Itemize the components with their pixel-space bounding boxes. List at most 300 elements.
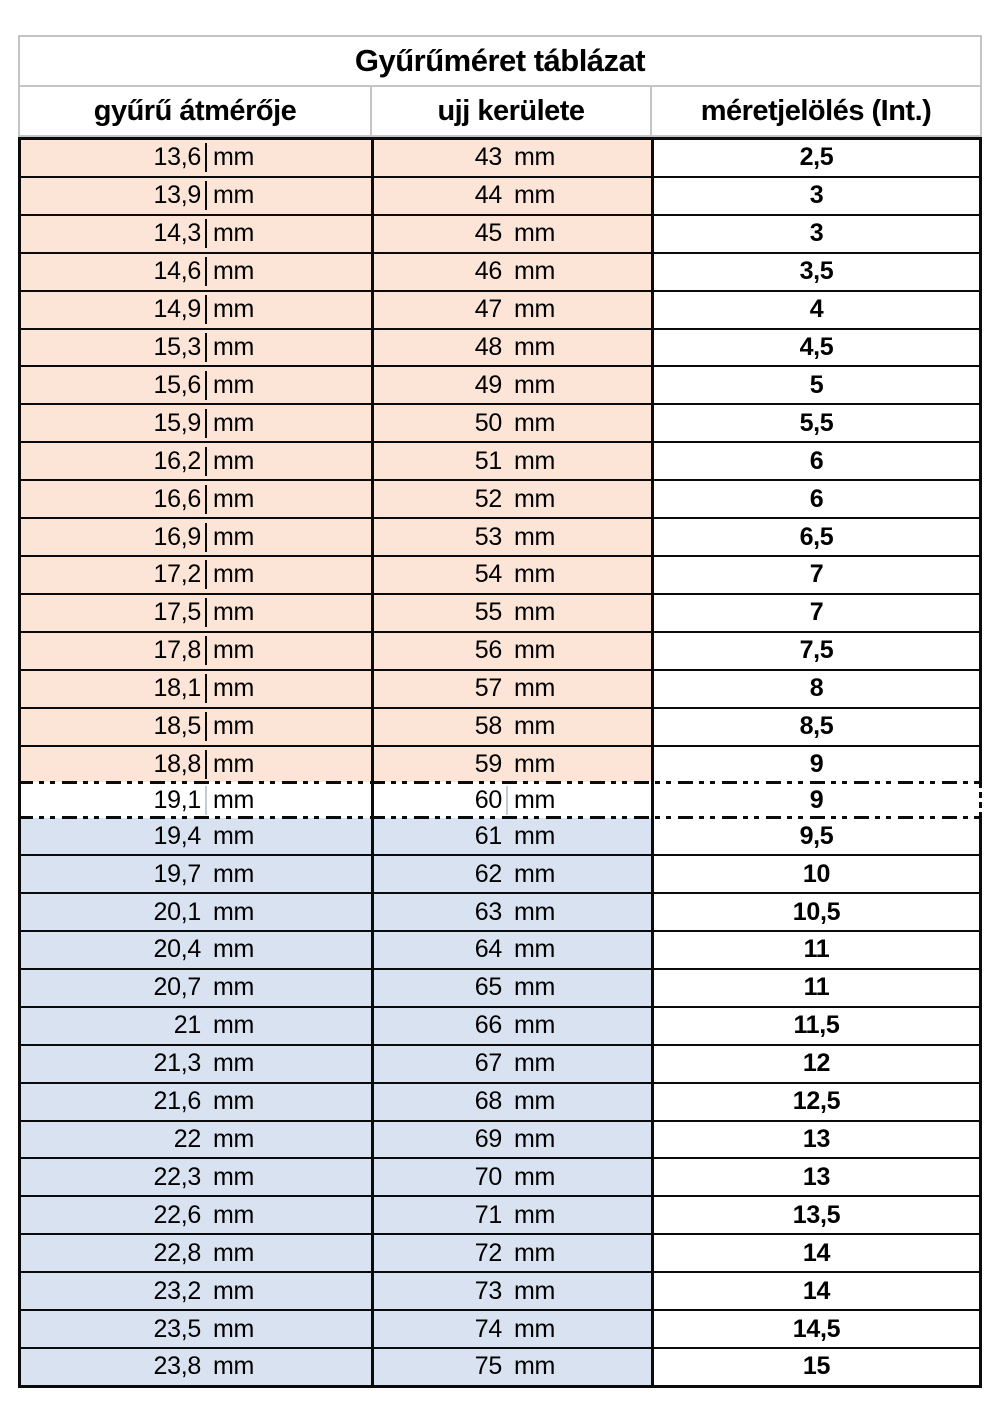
diameter-value: 18,8 (21, 750, 207, 779)
circumference-unit: mm (514, 332, 556, 361)
table-row (18, 403, 982, 441)
circumference-cell (374, 1008, 654, 1044)
circumference-unit: mm (514, 598, 556, 627)
circumference-cell (374, 1349, 654, 1385)
diameter-cell (21, 443, 374, 479)
circumference-cell (374, 709, 654, 745)
diameter-unit: mm (213, 1276, 255, 1305)
circumference-cell (374, 1235, 654, 1271)
size-cell (654, 178, 979, 214)
size-value: 9 (809, 785, 824, 814)
size-value: 15 (802, 1352, 831, 1381)
header-size-marking: méretjelölés (Int.) (700, 94, 932, 127)
table-head (18, 35, 982, 137)
circumference-cell (374, 216, 654, 252)
diameter-unit: mm (213, 560, 255, 589)
circumference-value: 73 (474, 1276, 502, 1305)
diameter-unit: mm (213, 636, 255, 665)
circumference-value: 75 (474, 1352, 502, 1381)
table-row (18, 365, 982, 403)
circumference-unit: mm (514, 219, 556, 248)
diameter-value: 19,4 (153, 821, 201, 850)
diameter-value: 22,8 (153, 1238, 201, 1267)
table-row (18, 252, 982, 290)
circumference-unit: mm (514, 408, 556, 437)
circumference-value: 54 (474, 560, 502, 589)
size-value: 11 (803, 935, 830, 964)
circumference-unit: mm (514, 1352, 556, 1381)
size-cell (654, 1159, 979, 1195)
table-row (18, 593, 982, 631)
table-row (18, 631, 982, 669)
size-value: 3 (809, 181, 824, 210)
circumference-cell (374, 405, 654, 441)
circumference-unit: mm (514, 973, 556, 1002)
diameter-cell (21, 178, 374, 214)
diameter-cell (21, 519, 374, 555)
circumference-unit: mm (514, 935, 556, 964)
diameter-unit: mm (213, 219, 255, 248)
diameter-unit: mm (213, 446, 255, 475)
diameter-cell (21, 1122, 374, 1158)
size-cell (654, 932, 979, 968)
circumference-value: 43 (474, 143, 502, 172)
table-row (18, 140, 982, 176)
diameter-cell (21, 1008, 374, 1044)
diameter-value: 17,5 (21, 598, 207, 627)
size-value: 7,5 (799, 636, 834, 665)
diameter-value: 21,3 (153, 1049, 201, 1078)
table-row (18, 669, 982, 707)
circumference-value: 49 (474, 370, 502, 399)
circumference-cell (374, 254, 654, 290)
table-row (18, 892, 982, 930)
diameter-value: 20,1 (153, 897, 201, 926)
dashed-separator-top (18, 781, 982, 784)
diameter-unit: mm (213, 143, 255, 172)
circumference-cell (374, 1311, 654, 1347)
circumference-value: 69 (474, 1125, 502, 1154)
circumference-cell (374, 818, 654, 854)
size-value: 12 (802, 1049, 831, 1078)
circumference-value: 50 (474, 408, 502, 437)
size-value: 13,5 (792, 1200, 841, 1229)
diameter-unit: mm (213, 1162, 255, 1191)
diameter-unit: mm (213, 484, 255, 513)
table-row (18, 1233, 982, 1271)
diameter-value: 14,3 (21, 219, 207, 248)
size-cell (654, 818, 979, 854)
diameter-unit: mm (213, 712, 255, 741)
table-row (18, 1157, 982, 1195)
diameter-cell (21, 595, 374, 631)
diameter-unit: mm (213, 1011, 255, 1040)
diameter-value: 22,6 (153, 1200, 201, 1229)
diameter-cell (21, 1273, 374, 1309)
circumference-value: 48 (474, 332, 502, 361)
size-cell (654, 1235, 979, 1271)
circumference-cell (374, 932, 654, 968)
size-value: 14 (802, 1238, 831, 1267)
diameter-unit: mm (213, 1352, 255, 1381)
diameter-unit: mm (213, 973, 255, 1002)
circumference-unit: mm (514, 446, 556, 475)
circumference-cell (374, 557, 654, 593)
diameter-cell (21, 140, 374, 176)
circumference-cell (374, 443, 654, 479)
header-finger-circumference: ujj kerülete (372, 87, 652, 135)
diameter-unit: mm (213, 370, 255, 399)
size-cell (654, 1084, 979, 1120)
circumference-value: 71 (474, 1200, 502, 1229)
size-value: 12,5 (792, 1087, 841, 1116)
diameter-value: 14,6 (21, 257, 207, 286)
diameter-cell (21, 1235, 374, 1271)
circumference-cell (374, 633, 654, 669)
diameter-unit: mm (213, 332, 255, 361)
size-cell (654, 1311, 979, 1347)
diameter-cell (21, 1197, 374, 1233)
table-row (18, 555, 982, 593)
diameter-value: 13,9 (21, 181, 207, 210)
circumference-value: 72 (474, 1238, 502, 1267)
circumference-cell (374, 1122, 654, 1158)
diameter-value: 17,2 (21, 560, 207, 589)
table-row (18, 517, 982, 555)
diameter-value: 16,9 (21, 523, 207, 552)
diameter-unit: mm (213, 785, 255, 814)
circumference-value: 44 (474, 181, 502, 210)
circumference-value: 68 (474, 1087, 502, 1116)
diameter-value: 22,3 (153, 1162, 201, 1191)
diameter-value: 23,8 (153, 1352, 201, 1381)
size-cell (654, 633, 979, 669)
circumference-unit: mm (514, 897, 556, 926)
size-value: 14 (802, 1276, 831, 1305)
size-cell (654, 1008, 979, 1044)
size-cell (654, 1046, 979, 1082)
diameter-unit: mm (213, 295, 255, 324)
diameter-cell (21, 1084, 374, 1120)
circumference-value: 57 (474, 674, 502, 703)
circumference-unit: mm (514, 1238, 556, 1267)
diameter-unit: mm (213, 859, 255, 888)
size-value: 5,5 (799, 408, 834, 437)
circumference-unit: mm (514, 1125, 556, 1154)
table-row (18, 1006, 982, 1044)
circumference-value: 63 (474, 897, 502, 926)
diameter-cell (21, 254, 374, 290)
table-row (18, 1309, 982, 1347)
table-row (18, 1120, 982, 1158)
circumference-value: 51 (474, 446, 502, 475)
size-cell (654, 595, 979, 631)
circumference-cell (374, 1197, 654, 1233)
diameter-cell (21, 747, 374, 783)
diameter-cell (21, 709, 374, 745)
table-title: Gyűrűméret táblázat (20, 37, 980, 87)
size-cell (654, 140, 979, 176)
diameter-value: 17,8 (21, 636, 207, 665)
size-cell (654, 405, 979, 441)
size-value: 6 (809, 446, 824, 475)
circumference-value: 59 (474, 749, 502, 778)
size-cell (654, 292, 979, 328)
table-row (18, 707, 982, 745)
table-row (18, 1271, 982, 1309)
circumference-cell (374, 747, 654, 783)
diameter-cell (21, 1046, 374, 1082)
size-cell (654, 747, 979, 783)
diameter-value: 22 (173, 1125, 201, 1154)
diameter-value: 23,2 (153, 1276, 201, 1305)
table-row (18, 968, 982, 1006)
diameter-unit: mm (213, 674, 255, 703)
circumference-unit: mm (514, 821, 556, 850)
diameter-value: 19,7 (153, 859, 201, 888)
diameter-value: 15,9 (21, 409, 207, 438)
table-row (18, 818, 982, 854)
diameter-unit: mm (213, 935, 255, 964)
circumference-unit: mm (514, 785, 556, 814)
diameter-unit: mm (213, 1200, 255, 1229)
column-headers (20, 87, 980, 135)
size-value: 13 (802, 1125, 831, 1154)
size-cell (654, 254, 979, 290)
circumference-value: 66 (474, 1011, 502, 1040)
size-value: 4,5 (799, 332, 834, 361)
diameter-cell (21, 557, 374, 593)
size-cell (654, 970, 979, 1006)
circumference-cell (374, 856, 654, 892)
circumference-value: 67 (474, 1049, 502, 1078)
size-cell (654, 443, 979, 479)
diameter-cell (21, 856, 374, 892)
size-cell (654, 671, 979, 707)
diameter-cell (21, 818, 374, 854)
diameter-unit: mm (213, 749, 255, 778)
circumference-cell (374, 367, 654, 403)
size-value: 4 (809, 295, 824, 324)
table-row (18, 290, 982, 328)
circumference-value: 61 (474, 821, 502, 850)
circumference-cell (374, 178, 654, 214)
table-row (18, 930, 982, 968)
circumference-cell (374, 330, 654, 366)
circumference-cell (374, 894, 654, 930)
diameter-unit: mm (213, 821, 255, 850)
circumference-unit: mm (514, 522, 556, 551)
diameter-cell (21, 894, 374, 930)
circumference-unit: mm (514, 257, 556, 286)
diameter-cell (21, 481, 374, 517)
size-value: 7 (809, 598, 824, 627)
circumference-cell (374, 1084, 654, 1120)
size-value: 3,5 (799, 257, 834, 286)
size-value: 5 (809, 370, 824, 399)
diameter-cell (21, 782, 374, 818)
diameter-cell (21, 671, 374, 707)
size-value: 6,5 (799, 522, 834, 551)
table-row (18, 1082, 982, 1120)
circumference-unit: mm (514, 859, 556, 888)
ring-size-table (18, 35, 982, 1388)
circumference-value: 58 (474, 712, 502, 741)
circumference-unit: mm (514, 1087, 556, 1116)
size-cell (654, 1349, 979, 1385)
size-cell (654, 894, 979, 930)
circumference-unit: mm (514, 712, 556, 741)
size-value: 8,5 (799, 712, 834, 741)
diameter-value: 21,6 (153, 1087, 201, 1116)
size-cell (654, 709, 979, 745)
size-cell (654, 856, 979, 892)
diameter-cell (21, 633, 374, 669)
size-cell (654, 367, 979, 403)
circumference-value: 70 (474, 1162, 502, 1191)
size-cell (654, 782, 979, 818)
diameter-cell (21, 330, 374, 366)
diameter-value: 16,6 (21, 485, 207, 514)
diameter-unit: mm (213, 897, 255, 926)
header-ring-diameter: gyűrű átmérője (20, 87, 372, 135)
table-row (18, 1195, 982, 1233)
circumference-value: 56 (474, 636, 502, 665)
diameter-value: 15,3 (21, 333, 207, 362)
size-value: 6 (809, 484, 824, 513)
size-value: 2,5 (799, 143, 834, 172)
size-cell (654, 519, 979, 555)
diameter-value: 21 (173, 1011, 201, 1040)
circumference-cell (374, 970, 654, 1006)
table-row (18, 782, 982, 818)
table-row (18, 1044, 982, 1082)
circumference-value: 46 (474, 257, 502, 286)
circumference-unit: mm (514, 181, 556, 210)
table-row (18, 214, 982, 252)
size-cell (654, 330, 979, 366)
table-row (18, 441, 982, 479)
circumference-cell (374, 782, 654, 818)
circumference-cell (374, 671, 654, 707)
diameter-unit: mm (213, 1238, 255, 1267)
size-value: 7 (809, 560, 824, 589)
table-row (18, 176, 982, 214)
circumference-unit: mm (514, 560, 556, 589)
size-cell (654, 1273, 979, 1309)
table-body (18, 137, 982, 1388)
circumference-unit: mm (514, 295, 556, 324)
diameter-unit: mm (213, 1125, 255, 1154)
size-value: 11,5 (793, 1011, 840, 1040)
circumference-value: 64 (474, 935, 502, 964)
diameter-value: 16,2 (21, 447, 207, 476)
diameter-unit: mm (213, 1087, 255, 1116)
circumference-value: 74 (474, 1314, 502, 1343)
circumference-unit: mm (514, 674, 556, 703)
diameter-value: 18,5 (21, 712, 207, 741)
diameter-cell (21, 1311, 374, 1347)
circumference-cell (374, 292, 654, 328)
size-cell (654, 1197, 979, 1233)
table-row (18, 1347, 982, 1385)
size-cell (654, 216, 979, 252)
diameter-cell (21, 1349, 374, 1385)
diameter-unit: mm (213, 257, 255, 286)
circumference-unit: mm (514, 143, 556, 172)
diameter-cell (21, 367, 374, 403)
diameter-cell (21, 216, 374, 252)
circumference-unit: mm (514, 636, 556, 665)
circumference-cell (374, 1273, 654, 1309)
circumference-value: 52 (474, 484, 502, 513)
diameter-unit: mm (213, 181, 255, 210)
diameter-value: 15,6 (21, 371, 207, 400)
size-value: 13 (802, 1162, 831, 1191)
diameter-unit: mm (213, 522, 255, 551)
size-cell (654, 481, 979, 517)
circumference-unit: mm (514, 1162, 556, 1191)
circumference-unit: mm (514, 1200, 556, 1229)
diameter-unit: mm (213, 1049, 255, 1078)
diameter-value: 20,7 (153, 973, 201, 1002)
circumference-unit: mm (514, 1276, 556, 1305)
circumference-unit: mm (514, 1314, 556, 1343)
size-cell (654, 557, 979, 593)
size-cell (654, 1122, 979, 1158)
circumference-unit: mm (514, 484, 556, 513)
circumference-cell (374, 481, 654, 517)
diameter-cell (21, 292, 374, 328)
diameter-value: 14,9 (21, 295, 207, 324)
circumference-cell (374, 140, 654, 176)
circumference-cell (374, 595, 654, 631)
diameter-unit: mm (213, 1314, 255, 1343)
diameter-cell (21, 1159, 374, 1195)
circumference-unit: mm (514, 1011, 556, 1040)
table-row (18, 854, 982, 892)
size-value: 14,5 (792, 1314, 841, 1343)
circumference-unit: mm (514, 1049, 556, 1078)
table-row (18, 479, 982, 517)
dashed-separator-bottom (18, 816, 982, 819)
circumference-value: 55 (474, 598, 502, 627)
table-row (18, 328, 982, 366)
diameter-cell (21, 970, 374, 1006)
diameter-value: 23,5 (153, 1314, 201, 1343)
size-value: 9,5 (799, 821, 834, 850)
size-value: 11 (803, 973, 830, 1002)
circumference-value: 60 (374, 786, 508, 815)
circumference-cell (374, 1046, 654, 1082)
circumference-unit: mm (514, 749, 556, 778)
circumference-cell (374, 1159, 654, 1195)
diameter-unit: mm (213, 408, 255, 437)
diameter-value: 13,6 (21, 143, 207, 172)
size-value: 8 (809, 674, 824, 703)
circumference-value: 53 (474, 522, 502, 551)
circumference-unit: mm (514, 370, 556, 399)
size-value: 9 (809, 749, 824, 778)
diameter-cell (21, 932, 374, 968)
circumference-cell (374, 519, 654, 555)
diameter-value: 19,1 (21, 786, 207, 815)
diameter-cell (21, 405, 374, 441)
diameter-unit: mm (213, 598, 255, 627)
diameter-value: 20,4 (153, 935, 201, 964)
size-value: 10,5 (792, 897, 841, 926)
circumference-value: 47 (474, 295, 502, 324)
